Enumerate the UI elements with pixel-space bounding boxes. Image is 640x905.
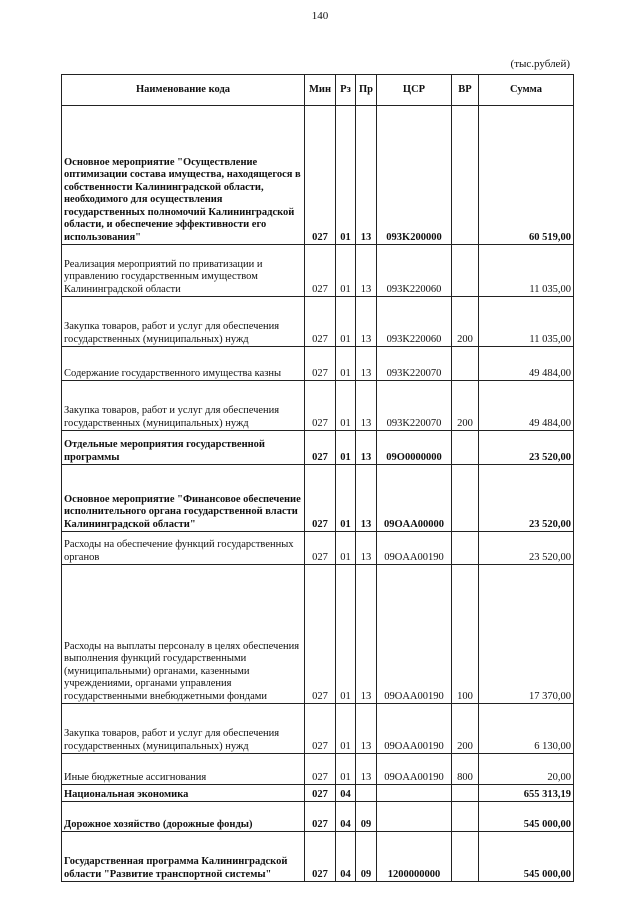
row-csr: 093K220070 [377,347,452,381]
row-sum: 23 520,00 [479,431,574,465]
row-sum: 6 130,00 [479,704,574,754]
row-rz: 01 [336,347,356,381]
row-pr: 13 [356,704,377,754]
row-rz: 04 [336,832,356,882]
row-name: Отдельные мероприятия государственной программы [62,431,305,465]
row-vr [452,245,479,297]
row-csr [377,802,452,832]
table-row [62,704,574,754]
row-min: 027 [305,754,336,785]
budget-table [61,74,574,882]
row-rz: 01 [336,465,356,532]
table-row [62,106,574,245]
row-sum: 17 370,00 [479,565,574,704]
row-csr: 09O0000000 [377,431,452,465]
table-header-row [62,75,574,106]
row-rz: 01 [336,431,356,465]
row-sum: 545 000,00 [479,802,574,832]
row-vr: 200 [452,381,479,431]
row-sum: 655 313,19 [479,785,574,802]
table-row [62,245,574,297]
row-min: 027 [305,704,336,754]
row-min: 027 [305,785,336,802]
row-rz: 01 [336,245,356,297]
row-csr: 09OAA00190 [377,704,452,754]
row-pr: 13 [356,532,377,565]
row-rz: 01 [336,297,356,347]
row-name: Национальная экономика [62,785,305,802]
row-pr: 13 [356,347,377,381]
row-name: Содержание государственного имущества казны [62,347,305,381]
row-sum: 60 519,00 [479,106,574,245]
row-pr: 13 [356,297,377,347]
row-min: 027 [305,465,336,532]
row-name: Государственная программа Калининградской области "Развитие транспортной системы" [62,832,305,882]
row-min: 027 [305,565,336,704]
row-min: 027 [305,802,336,832]
table-row [62,431,574,465]
row-vr [452,832,479,882]
row-name: Закупка товаров, работ и услуг для обеспечения государственных (муниципальных) нужд [62,381,305,431]
row-csr: 1200000000 [377,832,452,882]
row-name: Основное мероприятие "Осуществление оптимизации состава имущества, находящегося в собственности Калининградской области, необходимого для осуществления государственных полномочий Калининградской области, и обеспечение эффективности его использования" [62,106,305,245]
row-vr [452,431,479,465]
table-row [62,297,574,347]
row-min: 027 [305,106,336,245]
column-header-csr: ЦСР [377,75,452,106]
row-sum: 545 000,00 [479,832,574,882]
row-vr: 100 [452,565,479,704]
table-row [62,754,574,785]
row-csr: 093K220060 [377,245,452,297]
row-pr: 13 [356,381,377,431]
row-pr: 13 [356,431,377,465]
table-row [62,785,574,802]
row-name: Расходы на обеспечение функций государственных органов [62,532,305,565]
row-min: 027 [305,431,336,465]
table-row [62,347,574,381]
row-min: 027 [305,532,336,565]
row-vr [452,347,479,381]
row-min: 027 [305,297,336,347]
row-pr: 09 [356,832,377,882]
row-pr: 13 [356,754,377,785]
row-vr: 200 [452,297,479,347]
row-min: 027 [305,381,336,431]
row-name: Основное мероприятие "Финансовое обеспечение исполнительного органа государственной власти Калининградской области" [62,465,305,532]
row-csr: 09OAA00000 [377,465,452,532]
row-sum: 49 484,00 [479,381,574,431]
row-vr [452,785,479,802]
row-pr [356,785,377,802]
row-vr [452,465,479,532]
row-csr: 09OAA00190 [377,565,452,704]
column-header-name: Наименование кода [62,75,305,106]
row-pr: 13 [356,245,377,297]
row-name: Закупка товаров, работ и услуг для обеспечения государственных (муниципальных) нужд [62,704,305,754]
row-vr: 800 [452,754,479,785]
row-min: 027 [305,832,336,882]
row-name: Иные бюджетные ассигнования [62,754,305,785]
row-name: Реализация мероприятий по приватизации и управлению государственным имуществом Калининградской области [62,245,305,297]
row-csr: 093K200000 [377,106,452,245]
row-rz: 01 [336,754,356,785]
row-rz: 01 [336,532,356,565]
row-csr [377,785,452,802]
row-rz: 04 [336,785,356,802]
column-header-min: Мин [305,75,336,106]
table-row [62,532,574,565]
row-sum: 11 035,00 [479,245,574,297]
row-csr: 09OAA00190 [377,754,452,785]
row-name: Расходы на выплаты персоналу в целях обеспечения выполнения функций государственными (муниципальными) органами, казенными учреждениями, органами управления государственными внебюджетными фондами [62,565,305,704]
units-label: (тыс.рублей) [510,58,570,70]
row-sum: 49 484,00 [479,347,574,381]
row-vr [452,532,479,565]
row-name: Закупка товаров, работ и услуг для обеспечения государственных (муниципальных) нужд [62,297,305,347]
table-row [62,832,574,882]
page-number: 140 [311,10,329,22]
row-min: 027 [305,347,336,381]
row-rz: 01 [336,381,356,431]
table-row [62,381,574,431]
row-vr [452,106,479,245]
table-row [62,565,574,704]
column-header-rz: Рз [336,75,356,106]
row-name: Дорожное хозяйство (дорожные фонды) [62,802,305,832]
row-csr: 093K220070 [377,381,452,431]
table-row [62,465,574,532]
row-pr: 13 [356,465,377,532]
row-rz: 01 [336,565,356,704]
row-vr [452,802,479,832]
row-csr: 093K220060 [377,297,452,347]
row-sum: 23 520,00 [479,465,574,532]
row-csr: 09OAA00190 [377,532,452,565]
row-pr: 13 [356,565,377,704]
row-sum: 20,00 [479,754,574,785]
row-rz: 01 [336,106,356,245]
column-header-sum: Сумма [479,75,574,106]
row-sum: 23 520,00 [479,532,574,565]
row-rz: 04 [336,802,356,832]
table-row [62,802,574,832]
column-header-vr: ВР [452,75,479,106]
row-pr: 13 [356,106,377,245]
row-min: 027 [305,245,336,297]
row-rz: 01 [336,704,356,754]
row-vr: 200 [452,704,479,754]
column-header-pr: Пр [356,75,377,106]
row-pr: 09 [356,802,377,832]
row-sum: 11 035,00 [479,297,574,347]
